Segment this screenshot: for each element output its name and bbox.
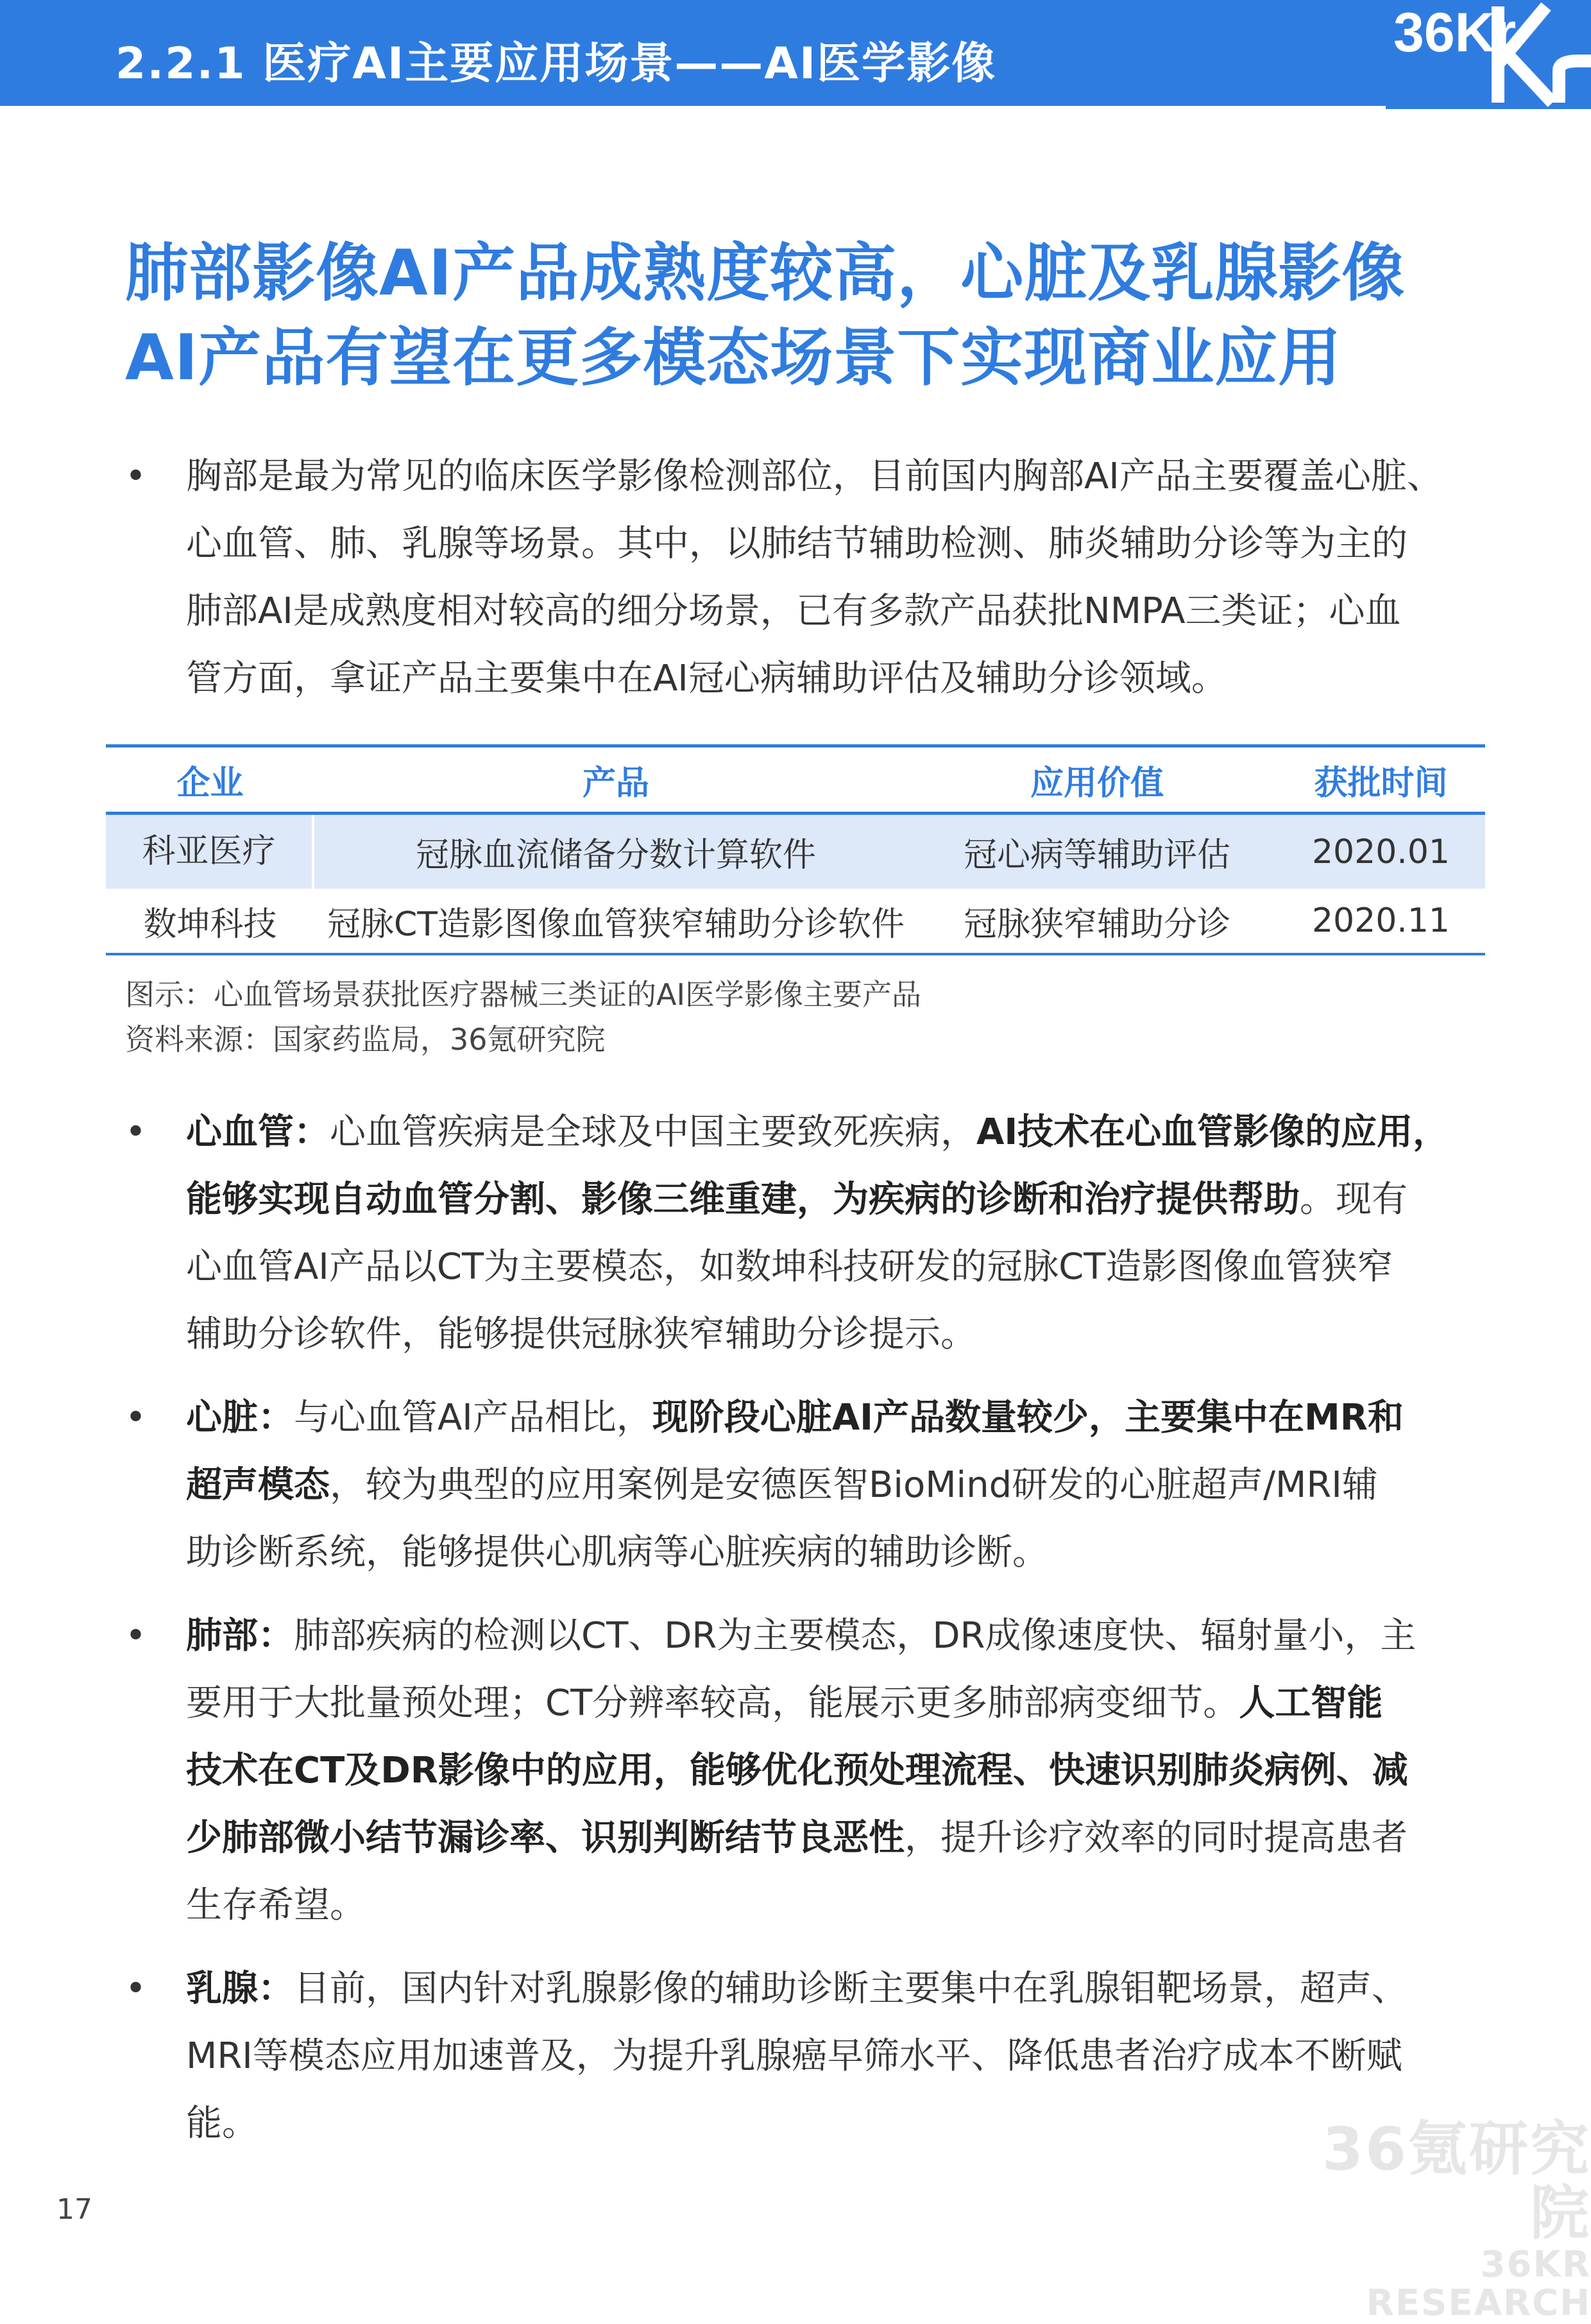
bullet: • <box>125 1615 147 1657</box>
cell-date: 2020.01 <box>1311 832 1451 871</box>
bold-run: 少肺部微小结节漏诊率、识别判断结节良恶性 <box>186 1817 905 1859</box>
section-lung <box>125 1602 1485 1939</box>
bold-run: 现阶段心脏AI产品数量较少，主要集中在MR和 <box>652 1397 1404 1439</box>
page-number: 17 <box>56 2193 92 2226</box>
text-line: 心血管AI产品以CT为主要模态，如数坤科技研发的冠脉CT造影图像血管狭窄 <box>186 1246 1393 1288</box>
section-heart <box>125 1384 1485 1586</box>
section-title: 2.2.1 医疗AI主要应用场景——AI医学影像 <box>115 38 997 89</box>
text-run: ，较为典型的应用案例是安德医智BioMind研发的心脏超声/MRI辅 <box>330 1464 1378 1506</box>
bold-run: AI技术在心血管影像的应用， <box>976 1111 1449 1153</box>
watermark <box>1267 2117 1591 2323</box>
text-run: ，提升诊疗效率的同时提高患者 <box>905 1817 1408 1859</box>
bold-run: 人工智能 <box>1239 1682 1383 1724</box>
text-line: 能。 <box>186 2103 258 2144</box>
label-lung: 肺部： <box>186 1615 294 1657</box>
cell-value: 冠脉狭窄辅助分诊 <box>963 905 1230 944</box>
text-line: 助诊断系统，能够提供心肌病等心脏疾病的辅助诊断。 <box>186 1532 1048 1573</box>
table-row <box>106 815 1485 889</box>
logo-36-text: 36Kr <box>1393 2 1517 64</box>
intro-line: 胸部是最为常见的临床医学影像检测部位，目前国内胸部AI产品主要覆盖心脏、 <box>186 456 1443 497</box>
bold-run: 超声模态 <box>186 1464 330 1506</box>
cell-product: 冠脉血流储备分数计算软件 <box>415 836 816 875</box>
header-company: 企业 <box>176 764 244 803</box>
section-cardiovascular <box>125 1098 1485 1368</box>
text-run: 肺部疾病的检测以CT、DR为主要模态，DR成像速度快、辐射量小，主 <box>294 1615 1417 1657</box>
table-header-row <box>106 748 1485 812</box>
36kr-logo <box>1386 0 1591 109</box>
text-run: 与心血管AI产品相比， <box>294 1397 652 1439</box>
bold-line: 技术在CT及DR影像中的应用，能够优化预处理流程、快速识别肺炎病例、减 <box>186 1750 1408 1791</box>
text-run: 目前，国内针对乳腺影像的辅助诊断主要集中在乳腺钼靶场景，超声、 <box>294 1968 1408 2010</box>
header-approval-date: 获批时间 <box>1314 764 1448 803</box>
table-bottom-rule <box>106 953 1485 955</box>
watermark-line-1: 36氪研究院 <box>1322 2115 1591 2248</box>
headline-line-2: AI产品有望在更多模态场景下实现商业应用 <box>125 321 1342 395</box>
text-line: MRI等模态应用加速普及，为提升乳腺癌早筛水平、降低患者治疗成本不断赋 <box>186 2035 1402 2077</box>
text-line: 辅助分诊软件，能够提供冠脉狭窄辅助分诊提示。 <box>186 1313 976 1355</box>
figure-caption <box>125 972 921 1062</box>
text-run: 要用于大批量预处理；CT分辨率较高，能展示更多肺部病变细节。 <box>186 1682 1239 1724</box>
label-heart: 心脏： <box>186 1397 294 1439</box>
text-run: 。现有 <box>1300 1179 1408 1220</box>
headline <box>125 231 1485 400</box>
label-breast: 乳腺： <box>186 1968 294 2010</box>
table-row <box>106 889 1485 953</box>
bullet: • <box>125 1968 147 2010</box>
cell-company: 科亚医疗 <box>106 815 314 889</box>
text-run: 心血管疾病是全球及中国主要致死疾病， <box>330 1111 976 1153</box>
bullet: • <box>125 456 147 497</box>
caption-figure: 图示：心血管场景获批医疗器械三类证的AI医学影像主要产品 <box>125 977 922 1012</box>
intro-paragraph <box>125 443 1485 712</box>
bullet: • <box>125 1111 147 1153</box>
text-line: 生存希望。 <box>186 1884 366 1926</box>
watermark-line-2: 36KR RESEARCH <box>1366 2244 1591 2324</box>
header-value: 应用价值 <box>1030 764 1164 803</box>
bold-run: 能够实现自动血管分割、影像三维重建，为疾病的诊断和治疗提供帮助 <box>186 1179 1300 1220</box>
intro-line: 肺部AI是成熟度相对较高的细分场景，已有多款产品获批NMPA三类证；心血 <box>186 590 1401 632</box>
product-table <box>106 744 1485 955</box>
cell-date: 2020.11 <box>1311 901 1451 940</box>
headline-line-1: 肺部影像AI产品成熟度较高，心脏及乳腺影像 <box>125 237 1406 310</box>
label-cardiovascular: 心血管： <box>186 1111 330 1153</box>
caption-source: 资料来源：国家药监局，36氪研究院 <box>125 1022 606 1057</box>
intro-line: 管方面，拿证产品主要集中在AI冠心病辅助评估及辅助分诊领域。 <box>186 658 1227 699</box>
cell-value: 冠心病等辅助评估 <box>963 836 1230 875</box>
bullet: • <box>125 1397 147 1439</box>
cell-product: 冠脉CT造影图像血管狭窄辅助分诊软件 <box>327 905 905 944</box>
intro-line: 心血管、肺、乳腺等场景。其中，以肺结节辅助检测、肺炎辅助分诊等为主的 <box>186 523 1408 565</box>
header-product: 产品 <box>582 764 649 803</box>
cell-company: 数坤科技 <box>143 905 277 944</box>
